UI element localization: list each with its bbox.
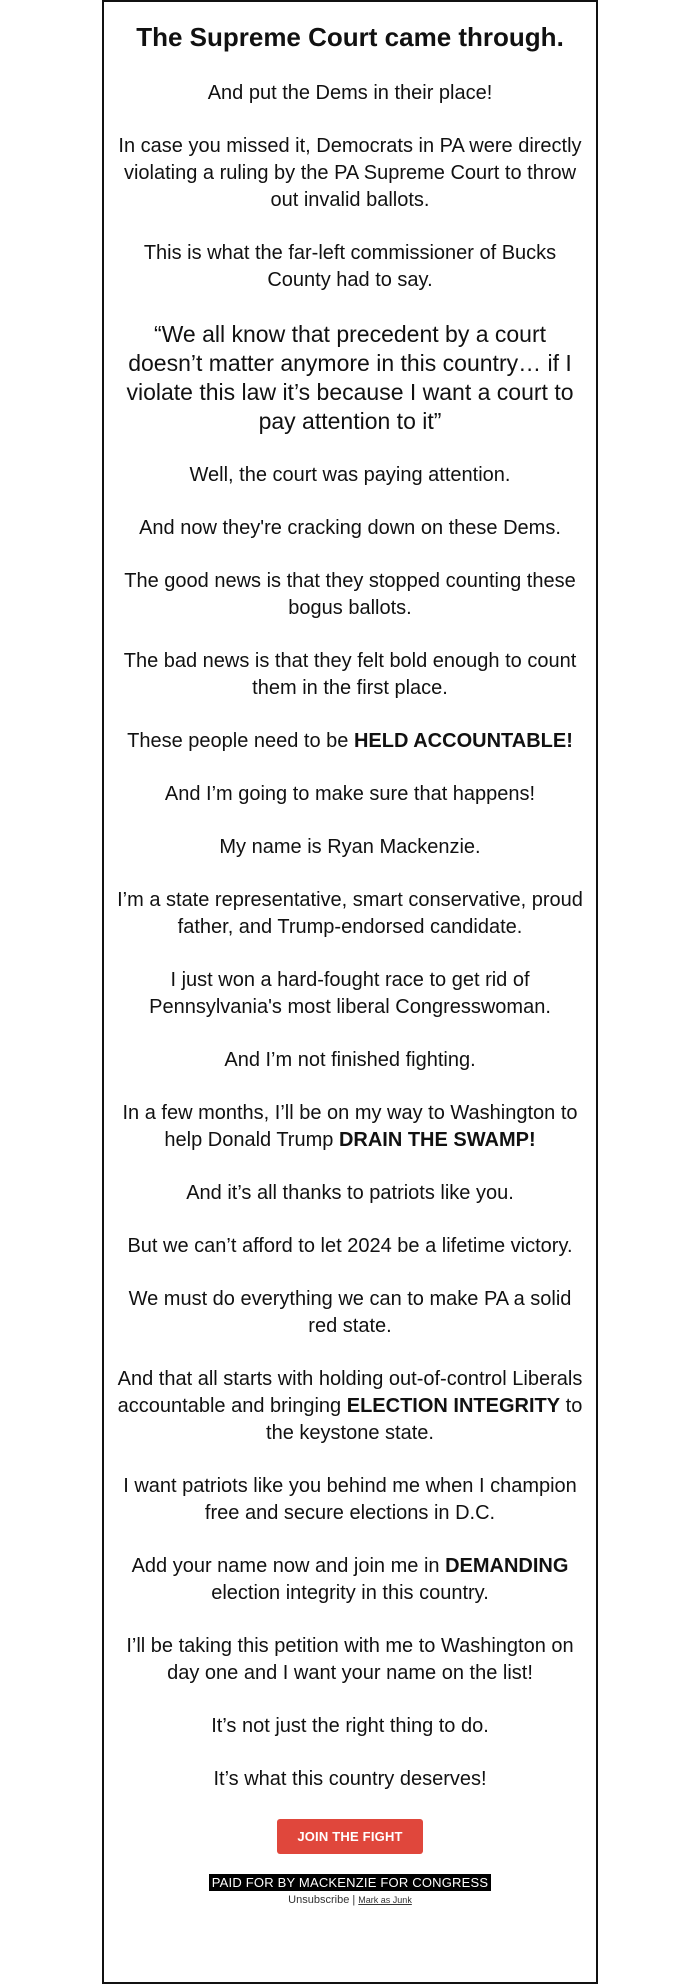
footer-separator: | [352,1894,356,1906]
email-paragraph [114,1713,586,1740]
paragraph-text: I’ll be taking this petition with me to Washington on day one and I want your name on the list! [126,1635,574,1684]
paragraph-text: Well, the court was paying attention. [189,464,511,486]
cta-wrapper [114,1819,586,1854]
email-paragraph [114,80,586,107]
email-paragraph [114,648,586,702]
email-paragraph [114,240,586,294]
paid-for-disclaimer-wrap [114,1874,586,1892]
email-body [104,2,596,1906]
email-paragraph [114,887,586,941]
email-paragraph [114,781,586,808]
email-paragraph [114,1473,586,1527]
paragraph-text: And it’s all thanks to patriots like you. [186,1182,514,1204]
paragraph-text: I just won a hard-fought race to get rid of Pennsylvania's most liberal Congresswoman. [149,969,551,1018]
email-paragraph [114,462,586,489]
email-paragraph [114,320,586,436]
paragraph-text: I want patriots like you behind me when I champion free and secure elections in D.C. [123,1475,577,1524]
email-headline: The Supreme Court came through. [136,22,564,52]
paragraph-text: In a few months, I’ll be on my way to Washington to help Donald Trump [122,1102,578,1151]
paragraph-text: And that all starts with holding out-of-control Liberals accountable and bringing [117,1368,583,1417]
email-frame [102,0,598,1984]
paragraph-text: And I’m going to make sure that happens! [164,783,536,805]
paragraph-text: It’s what this country deserves! [213,1768,487,1790]
paragraph-text: Add your name now and join me in [131,1555,446,1577]
paragraph-text: This is what the far-left commissioner of Bucks County had to say. [143,242,557,291]
paragraph-text: These people need to be [127,730,354,752]
paragraph-text: The good news is that they stopped counting these bogus ballots. [124,570,576,619]
paragraph-text: It’s not just the right thing to do. [211,1715,489,1737]
email-paragraph [114,568,586,622]
email-paragraph [114,1100,586,1154]
paid-for-disclaimer: PAID FOR BY MACKENZIE FOR CONGRESS [209,1874,491,1891]
paragraph-bold-text: ELECTION INTEGRITY [346,1395,561,1417]
email-paragraph [114,1286,586,1340]
email-paragraph [114,1553,586,1607]
mark-as-junk-link[interactable]: Mark as Junk [358,1895,412,1905]
paragraph-text: But we can’t afford to let 2024 be a lifetime victory. [127,1235,573,1257]
paragraph-text: We must do everything we can to make PA a solid red state. [128,1288,572,1337]
paragraph-text: And put the Dems in their place! [207,82,493,104]
paragraph-text: “We all know that precedent by a court doesn’t matter anymore in this country… if I violate this law it’s because I want a court to pay attention to it” [126,321,574,434]
paragraph-bold-text: DEMANDING [445,1555,569,1577]
email-paragraph [114,1766,586,1793]
email-paragraph [114,1366,586,1447]
unsubscribe-link[interactable]: Unsubscribe [288,1894,350,1906]
email-paragraph [114,1633,586,1687]
footer-links [114,1894,586,1906]
paragraph-text: And I’m not finished fighting. [224,1049,476,1071]
paragraph-text: The bad news is that they felt bold enough to count them in the first place. [123,650,577,699]
email-paragraph [114,728,586,755]
paragraph-text: And now they're cracking down on these Dems. [139,517,561,539]
paragraph-text-after: election integrity in this country. [211,1582,489,1604]
paragraph-bold-text: DRAIN THE SWAMP! [338,1129,536,1151]
paragraph-text: In case you missed it, Democrats in PA were directly violating a ruling by the PA Supreme Court to throw out invalid ballots. [118,135,582,211]
email-paragraph [114,834,586,861]
email-paragraph [114,515,586,542]
email-paragraph [114,1233,586,1260]
email-paragraph [114,133,586,214]
paragraph-text: I’m a state representative, smart conservative, proud father, and Trump-endorsed candidate. [117,889,583,938]
paragraph-list [114,80,586,1793]
paragraph-bold-text: HELD ACCOUNTABLE! [353,730,573,752]
email-paragraph [114,967,586,1021]
join-the-fight-button[interactable]: JOIN THE FIGHT [277,1819,422,1854]
paragraph-text: My name is Ryan Mackenzie. [219,836,481,858]
email-paragraph [114,1180,586,1207]
paragraph-text-after: to the keystone state. [266,1395,583,1444]
email-paragraph [114,1047,586,1074]
